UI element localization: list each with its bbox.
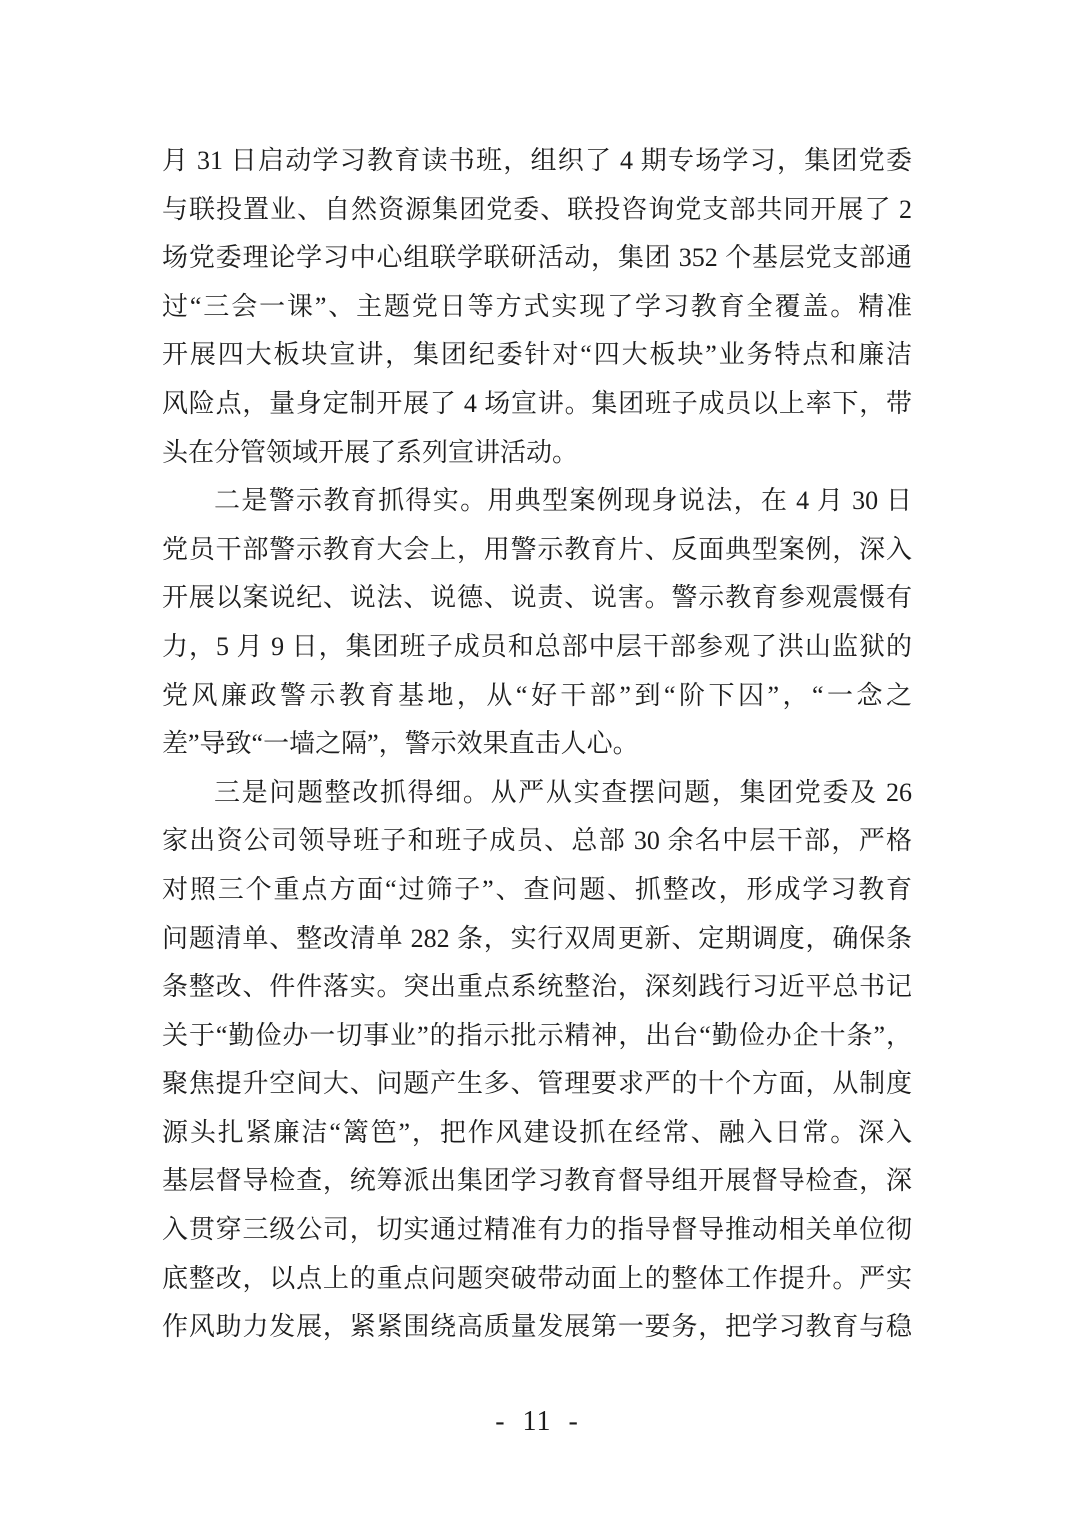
text-line: 基层督导检查，统筹派出集团学习教育督导组开展督导检查，深 xyxy=(162,1166,912,1196)
text-line: 月 31 日启动学习教育读书班，组织了 4 期专场学习，集团党委 xyxy=(162,146,912,175)
paragraph xyxy=(162,477,912,769)
text-line: 开展四大板块宣讲，集团纪委针对“四大板块”业务特点和廉洁 xyxy=(162,340,912,370)
text-line: 二是警示教育抓得实。用典型案例现身说法，在 4 月 30 日 xyxy=(214,486,912,516)
text-line: 源头扎紧廉洁“篱笆”，把作风建设抓在经常、融入日常。深入 xyxy=(162,1117,912,1147)
document-body-text xyxy=(162,137,912,1352)
text-line: 三是问题整改抓得细。从严从实查摆问题，集团党委及 26 xyxy=(214,777,912,807)
text-line: 入贯穿三级公司，切实通过精准有力的指导督导推动相关单位彻 xyxy=(162,1215,912,1245)
text-line: 风险点，量身定制开展了 4 场宣讲。集团班子成员以上率下，带 xyxy=(162,388,912,418)
page-number: - 11 - xyxy=(495,1406,579,1437)
text-line: 场党委理论学习中心组联学联研活动，集团 352 个基层党支部通 xyxy=(162,243,912,273)
text-line: 对照三个重点方面“过筛子”、查问题、抓整改，形成学习教育 xyxy=(162,874,912,904)
text-line: 底整改，以点上的重点问题突破带动面上的整体工作提升。严实 xyxy=(162,1263,912,1293)
paragraph xyxy=(162,137,912,477)
text-line: 过“三会一课”、主题党日等方式实现了学习教育全覆盖。精准 xyxy=(162,291,912,321)
text-line: 力，5 月 9 日，集团班子成员和总部中层干部参观了洪山监狱的 xyxy=(162,631,912,661)
text-line: 聚焦提升空间大、问题产生多、管理要求严的十个方面，从制度 xyxy=(162,1069,912,1099)
text-line: 开展以案说纪、说法、说德、说责、说害。警示教育参观震慑有 xyxy=(162,583,912,613)
text-line: 头在分管领域开展了系列宣讲活动。 xyxy=(162,437,579,467)
text-line: 与联投置业、自然资源集团党委、联投咨询党支部共同开展了 2 xyxy=(162,194,912,224)
text-line: 差”导致“一墙之隔”，警示效果直击人心。 xyxy=(162,729,639,759)
text-line: 家出资公司领导班子和班子成员、总部 30 余名中层干部，严格 xyxy=(162,826,912,856)
text-line: 党员干部警示教育大会上，用警示教育片、反面典型案例，深入 xyxy=(162,534,912,564)
text-line: 问题清单、整改清单 282 条，实行双周更新、定期调度，确保条 xyxy=(162,923,912,953)
text-line: 作风助力发展，紧紧围绕高质量发展第一要务，把学习教育与稳 xyxy=(162,1312,912,1342)
text-line: 党风廉政警示教育基地，从“好干部”到“阶下囚”，“一念之 xyxy=(162,680,912,710)
paragraph xyxy=(162,769,912,1352)
text-line: 关于“勤俭办一切事业”的指示批示精神，出台“勤俭办企十条”， xyxy=(162,1020,912,1050)
text-line: 条整改、件件落实。突出重点系统整治，深刻践行习近平总书记 xyxy=(162,972,912,1002)
